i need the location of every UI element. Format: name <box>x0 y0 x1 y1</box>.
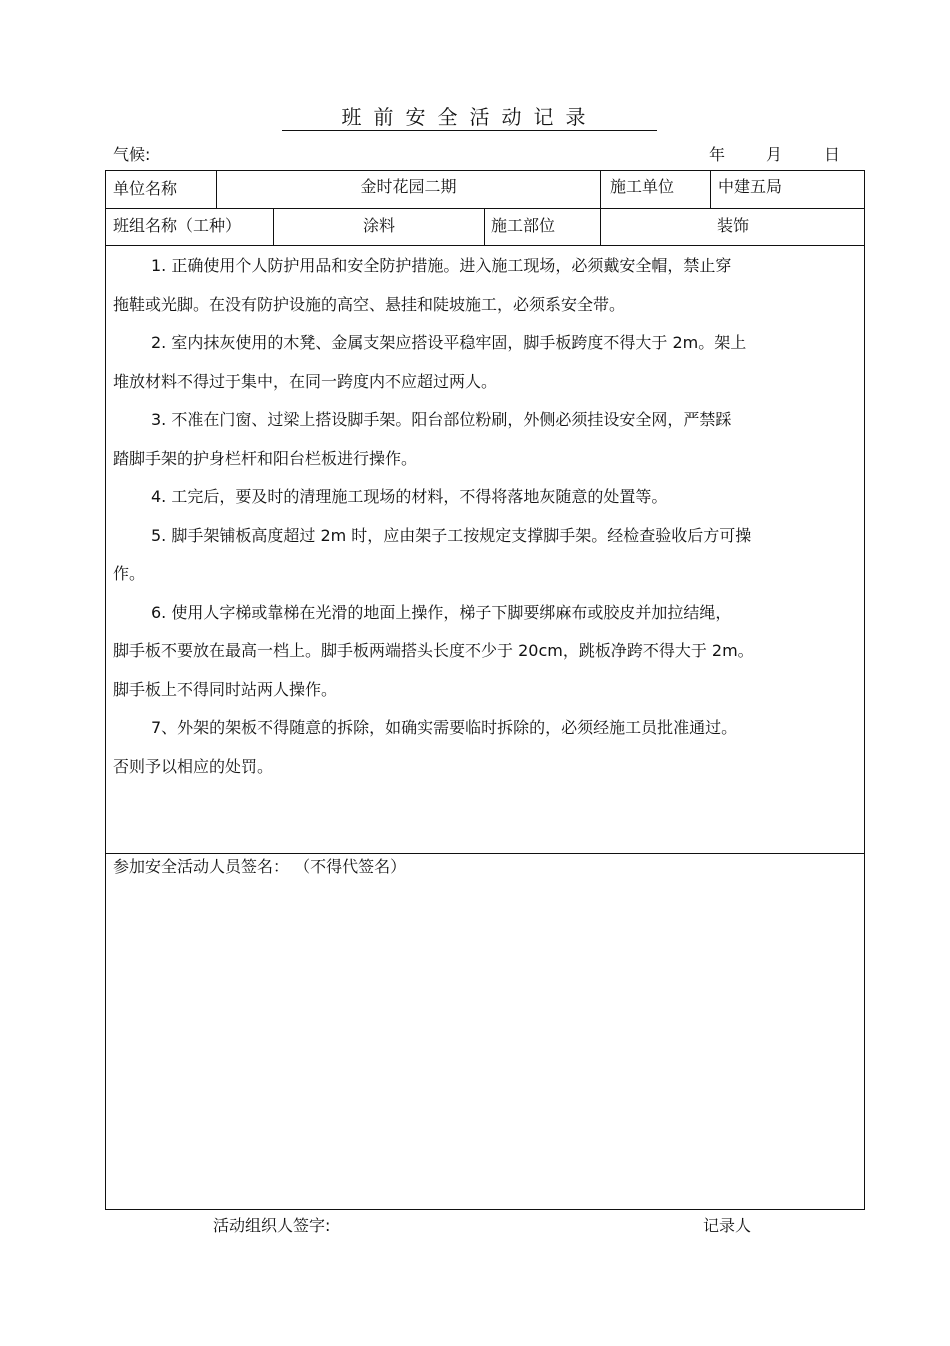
safety-rules <box>113 247 861 786</box>
col-divider <box>710 171 711 208</box>
location-value: 装饰 <box>716 216 749 235</box>
rule-line: 踏脚手架的护身栏杆和阳台栏板进行操作。 <box>113 448 418 468</box>
rule-line: 6. 使用人字梯或靠梯在光滑的地面上操作，梯子下脚要绑麻布或胶皮并加拉结绳， <box>151 602 732 622</box>
rule-line: 2. 室内抹灰使用的木凳、金属支架应搭设平稳牢固，脚手板跨度不得大于 2m。架上 <box>151 333 747 352</box>
col-divider <box>484 208 485 245</box>
rule-line: 脚手板上不得同时站两人操作。 <box>113 679 338 699</box>
location-label: 施工部位 <box>491 216 556 235</box>
organizer-signature-label: 活动组织人签字: <box>213 1216 331 1235</box>
rule-line: 堆放材料不得过于集中，在同一跨度内不应超过两人。 <box>113 371 498 391</box>
date-day-label: 日 <box>824 145 841 164</box>
team-value: 涂料 <box>362 216 395 235</box>
weather-label: 气候: <box>113 145 151 164</box>
rule-line: 5. 脚手架铺板高度超过 2m 时，应由架子工按规定支撑脚手架。经检查验收后方可操 <box>151 525 752 545</box>
unit-name-value: 金时花园二期 <box>360 177 457 196</box>
rule-line: 拖鞋或光脚。在没有防护设施的高空、悬挂和陡坡施工，必须系安全带。 <box>113 294 626 314</box>
row-divider-2 <box>106 245 864 246</box>
rule-line: 3. 不准在门窗、过梁上搭设脚手架。阳台部位粉刷，外侧必须挂设安全网，严禁踩 <box>151 410 732 429</box>
team-label: 班组名称（工种） <box>113 216 242 235</box>
record-table <box>105 170 865 1210</box>
rule-line: 脚手板不要放在最高一档上。脚手板两端搭头长度不少于 20cm，跳板净跨不得大于 2m。 <box>113 641 754 660</box>
recorder-label: 记录人 <box>703 1216 752 1235</box>
rule-line: 否则予以相应的处罚。 <box>113 756 274 776</box>
unit-name-label: 单位名称 <box>113 179 178 198</box>
rule-line: 7、外架的架板不得随意的拆除，如确实需要临时拆除的，必须经施工员批准通过。 <box>151 718 738 737</box>
rule-line: 4. 工完后，要及时的清理施工现场的材料，不得将落地灰随意的处置等。 <box>151 487 668 506</box>
date-month-label: 月 <box>766 145 783 164</box>
construction-unit-label: 施工单位 <box>610 177 675 196</box>
date-year-label: 年 <box>709 145 726 164</box>
rule-line: 作。 <box>113 564 146 583</box>
page-title: 班前安全活动记录 <box>282 104 657 131</box>
weather-date-row <box>113 144 853 166</box>
rule-line: 1. 正确使用个人防护用品和安全防护措施。进入施工现场，必须戴安全帽，禁止穿 <box>151 256 732 275</box>
construction-unit-value: 中建五局 <box>718 177 783 196</box>
signature-label: 参加安全活动人员签名： （不得代签名） <box>113 857 407 876</box>
